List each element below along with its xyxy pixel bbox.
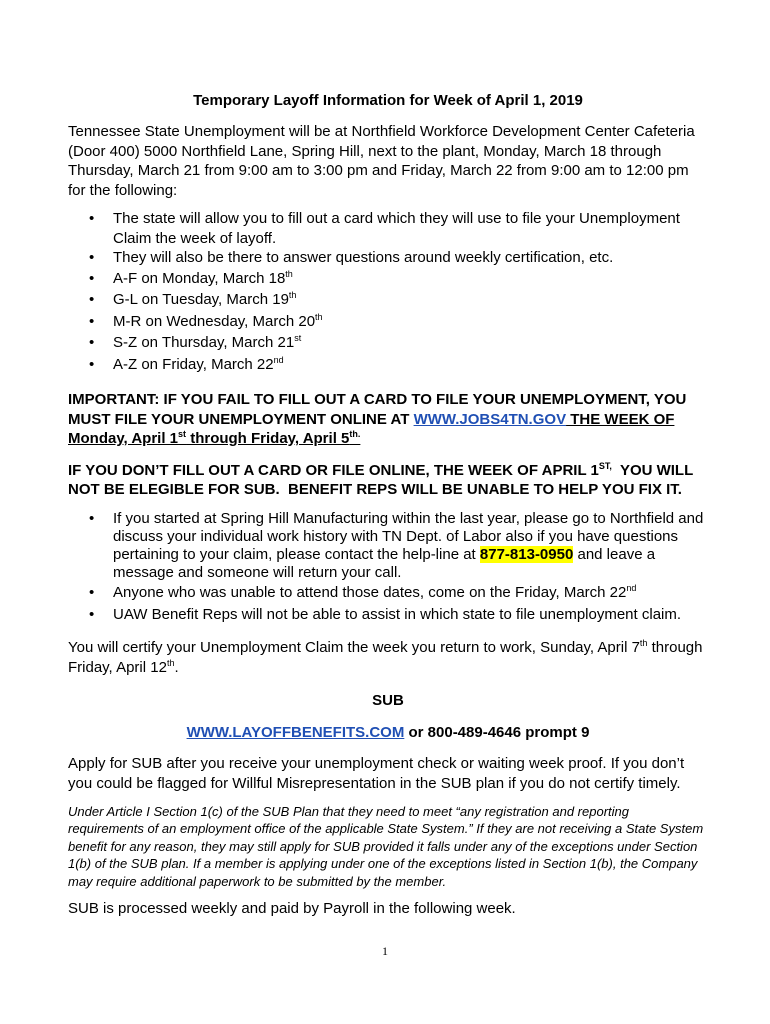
list-item-text: M-R on Wednesday, March 20 [113,312,316,330]
list-item-text: They will also be there to answer questions around weekly certification, etc. [113,249,614,266]
list-item [68,332,708,354]
list-item [68,605,708,625]
list-item-text: A-Z on Friday, March 22 [113,355,274,373]
article-paragraph: Under Article I Section 1(c) of the SUB Plan that they need to meet “any registration and reporting requirements of an employment office of the applicable State System.” If they are not receiving a State System benefit for any reason, they may still apply for SUB provided it falls under any of the exceptions under Section 1(b) of the SUB plan. If a member is applying under one of the exceptions listed in Section 1(b), the Company may require additional paperwork to be submitted by the member. [68,803,704,889]
important-dates [68,430,360,447]
ordinal-suffix: st [294,333,302,343]
ordinal-suffix: th [639,637,648,648]
certify-text: through Friday, April 12 [68,638,703,676]
important-after-link: THE WEEK OF [566,410,675,428]
list-item-text: Anyone who was unable to attend those dates, come on the Friday, March 22 [113,583,627,601]
ordinal-suffix: th. [349,429,361,439]
list-item-text: The state will allow you to fill out a card which they will use to file your Unemployment Claim the week of layoff. [113,210,680,247]
list-item [68,510,708,582]
document-page [68,92,708,919]
list-item [68,583,708,603]
schedule-list [68,209,708,375]
certify-text: You will certify your Unemployment Claim the week you return to work, Sunday, April 7 [68,638,640,656]
list-item [68,311,708,333]
list-item [68,268,708,290]
important-notice [68,390,708,449]
important-date-start: Monday, April 1 [68,430,179,447]
important-lead: IMPORTANT: IF YOU FAIL TO FILL OUT A CARD TO FILE YOUR UNEMPLOYMENT, YOU MUST FILE YOUR UNEMPLOYMENT ONLINE AT [68,391,687,428]
ordinal-suffix: nd [273,354,284,365]
warning-part2: YOU WILL NOT BE ELEGIBLE FOR SUB. BENEFIT REPS WILL BE UNABLE TO HELP YOU FIX IT. [68,461,698,498]
certify-paragraph [68,638,708,678]
list-item [68,354,708,376]
list-item-text: G-L on Tuesday, March 19 [113,291,289,308]
page-number: 1 [382,944,388,958]
sub-phone: or 800-489-4646 prompt 9 [404,724,590,741]
ordinal-suffix: st [178,429,187,439]
helpline-phone[interactable]: 877-813-0950 [479,545,574,563]
ordinal-suffix: th [315,311,323,322]
list-item-text: If you started at Spring Hill Manufacturing within the last year, please go to Northfield and discuss your individual work history with TN Dept. of Labor also if you have questions pertaining to your claim, please contact the help-line at [113,509,704,563]
list-item [68,209,708,248]
apply-paragraph: Apply for SUB after you receive your unemployment check or waiting week proof. If you don’t you could be flagged for Willful Misrepresentation in the SUB plan if you do not certify timely. [68,754,685,792]
sub-contact [68,723,708,743]
warning-notice [68,461,708,500]
sub-heading: SUB [372,691,404,709]
list-item [68,248,708,268]
intro-paragraph: Tennessee State Unemployment will be at Northfield Workforce Development Center Cafeteria (Door 400) 5000 Northfield Lane, Spring Hill, next to the plant, Monday, March 18 through Thursday, March 21 from 9:00 am to 3:00 pm and Friday, March 22 from 9:00 am to 12:00 pm for the following: [68,123,695,199]
layoffbenefits-link[interactable]: WWW.LAYOFFBENEFITS.COM [186,724,405,741]
list-item-text: S-Z on Thursday, March 21 [113,334,295,351]
ordinal-suffix: th [285,268,293,279]
ordinal-suffix: ST, [598,460,612,471]
list-item-text: UAW Benefit Reps will not be able to assist in which state to file unemployment claim. [113,605,682,623]
processed-paragraph: SUB is processed weekly and paid by Payroll in the following week. [68,900,516,917]
ordinal-suffix: nd [626,582,637,593]
page-title: Temporary Layoff Information for Week of April 1, 2019 [193,92,583,109]
jobs4tn-link[interactable]: WWW.JOBS4TN.GOV [413,410,567,428]
warning-part1: IF YOU DON’T FILL OUT A CARD OR FILE ONLINE, THE WEEK OF APRIL 1 [68,461,599,479]
ordinal-suffix: th [166,657,175,668]
ordinal-suffix: th [288,290,297,300]
list-item-text: and leave a message and someone will return your call. [113,545,656,581]
list-item [68,289,708,311]
certify-text: . [174,658,179,676]
help-list [68,510,708,625]
important-date-end: through Friday, April 5 [186,430,350,447]
list-item-text: A-F on Monday, March 18 [113,269,286,287]
